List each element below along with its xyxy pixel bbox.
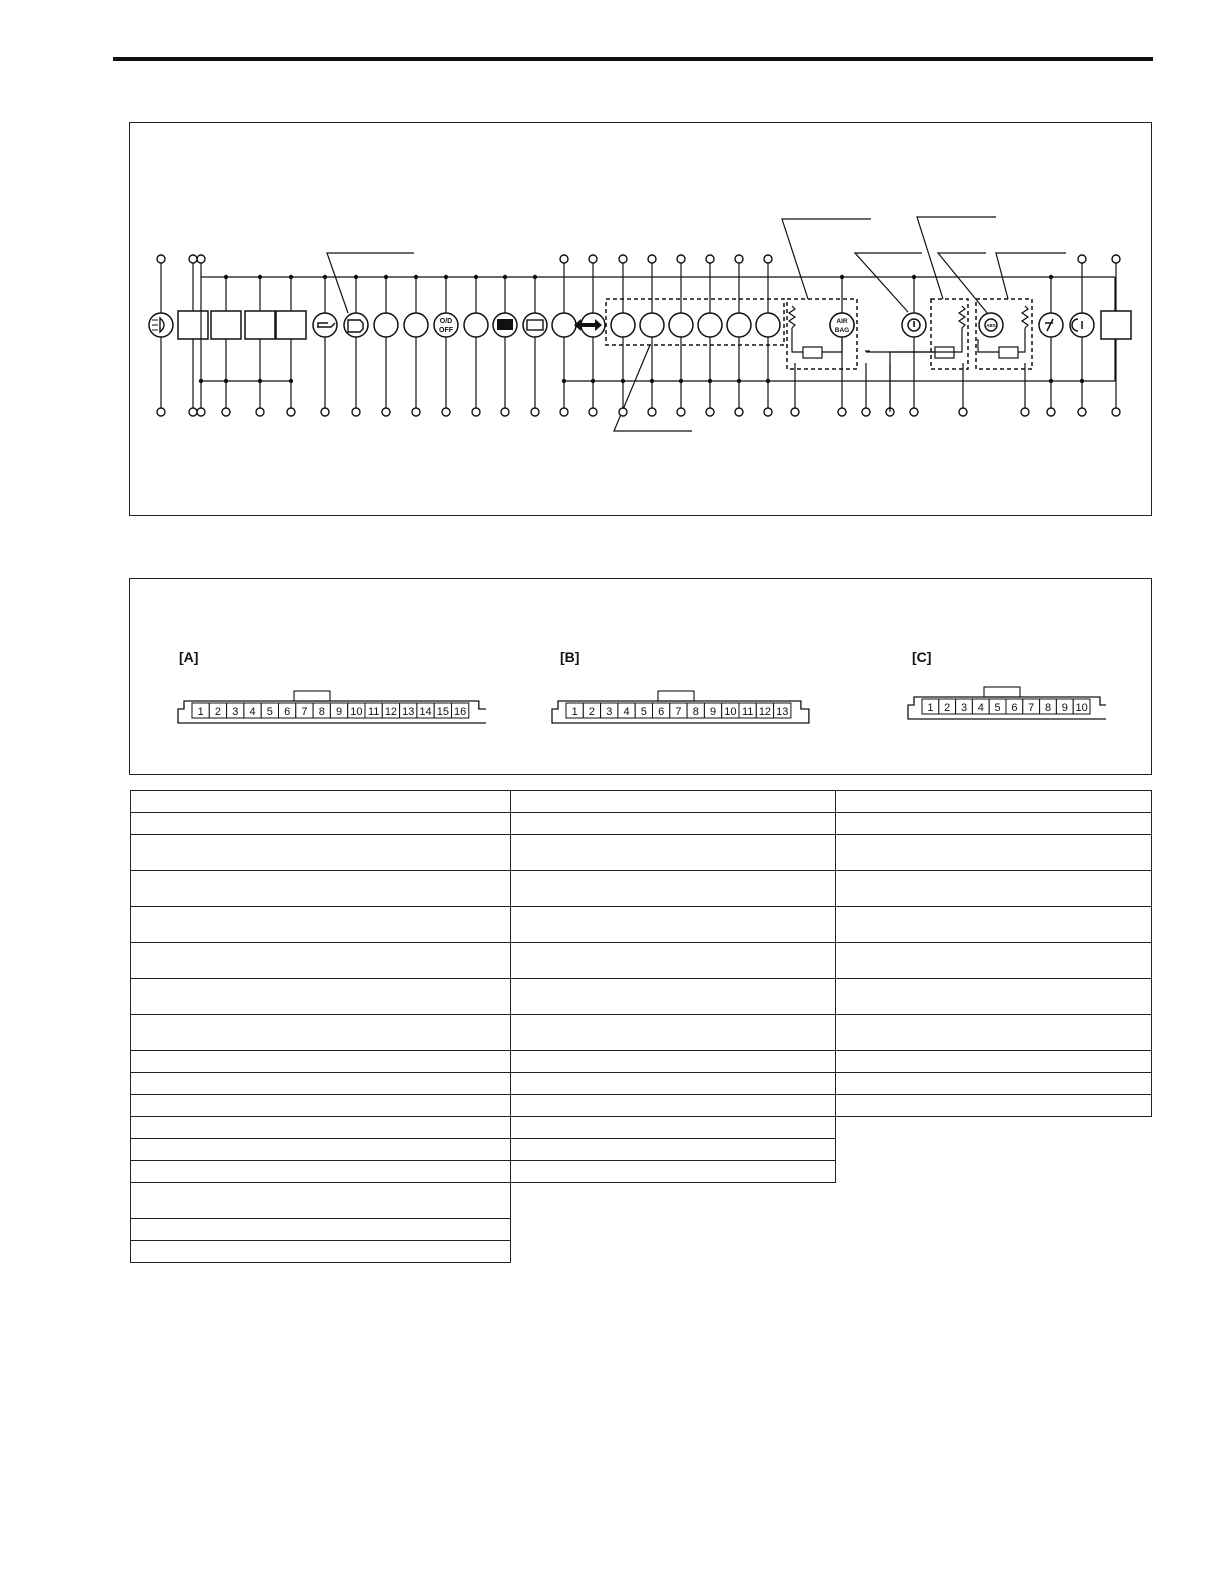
junction-low-18	[679, 379, 683, 383]
terminal-bottom-23	[910, 408, 918, 416]
table-row	[131, 813, 511, 835]
table-cell	[131, 1095, 511, 1117]
table-row	[511, 1117, 836, 1139]
table-cell	[836, 813, 1152, 835]
table-row	[511, 791, 836, 813]
indicator-lamp-8	[374, 313, 398, 337]
pin-number: 9	[709, 706, 717, 718]
table-cell	[131, 1241, 511, 1263]
terminal-bottom-2	[197, 408, 205, 416]
junction-low-15	[591, 379, 595, 383]
connector-b-label: [B]	[560, 649, 580, 665]
airbag-text-line2: BAG	[834, 327, 850, 334]
table-row	[131, 1073, 511, 1095]
extra-terminal-0	[791, 408, 799, 416]
table-cell	[836, 835, 1152, 871]
terminal-bottom-17	[648, 408, 656, 416]
table-cell	[836, 1051, 1152, 1073]
terminal-bottom-12	[501, 408, 509, 416]
terminal-bottom-25	[1078, 408, 1086, 416]
table-row	[836, 871, 1152, 907]
od-off-text-line1: O/D	[439, 318, 453, 325]
junction-12	[503, 275, 507, 279]
junction-5	[289, 275, 293, 279]
table-row	[131, 943, 511, 979]
pin-number: 8	[1044, 702, 1052, 714]
table-cell	[131, 1117, 511, 1139]
terminal-bottom-13	[531, 408, 539, 416]
header-rule	[113, 57, 1153, 61]
table-row	[511, 1015, 836, 1051]
terminal-top-2	[197, 255, 205, 263]
terminal-top-20	[735, 255, 743, 263]
table-cell	[511, 1161, 836, 1183]
table-cell	[511, 907, 836, 943]
conn-b-svg-latch	[658, 691, 694, 701]
terminal-bottom-9	[412, 408, 420, 416]
abs-module-box	[999, 347, 1018, 358]
table-cell	[131, 813, 511, 835]
table-row	[131, 907, 511, 943]
pin-number: 12	[758, 706, 772, 718]
pin-number: 3	[606, 706, 613, 718]
table-cell	[511, 1015, 836, 1051]
junction-low-24	[1049, 379, 1053, 383]
gauge-box-1	[178, 311, 208, 339]
junction-low-3	[224, 379, 228, 383]
pin-number: 10	[724, 706, 737, 718]
table-row	[131, 1117, 511, 1139]
pin-number: 10	[1075, 702, 1088, 714]
table-cell	[511, 979, 836, 1015]
table-row	[836, 907, 1152, 943]
gauge-box-5	[276, 311, 306, 339]
terminal-bottom-18	[677, 408, 685, 416]
junction-low-14	[562, 379, 566, 383]
table-row	[131, 1241, 511, 1263]
table-row	[511, 1161, 836, 1183]
terminal-bottom-5	[287, 408, 295, 416]
table-row	[836, 1015, 1152, 1051]
table-row	[836, 813, 1152, 835]
terminal-top-26	[1112, 255, 1120, 263]
table-cell	[511, 1051, 836, 1073]
pin-number: 5	[640, 706, 647, 718]
table-cell	[511, 943, 836, 979]
table-row	[511, 1073, 836, 1095]
pin-number: 9	[1061, 702, 1068, 714]
terminal-bottom-3	[222, 408, 230, 416]
table-row	[131, 871, 511, 907]
pin-number: 4	[249, 706, 256, 718]
pin-number: 2	[214, 706, 222, 718]
table-cell	[511, 871, 836, 907]
table-cell	[511, 1139, 836, 1161]
pin-number: 7	[1028, 702, 1035, 714]
terminal-bottom-15	[589, 408, 597, 416]
terminal-bottom-20	[735, 408, 743, 416]
table-row	[511, 835, 836, 871]
terminal-bottom-24	[1047, 408, 1055, 416]
indicator-lamp-16	[611, 313, 635, 337]
junction-low-17	[650, 379, 654, 383]
table-cell	[131, 943, 511, 979]
table-row	[836, 1051, 1152, 1073]
table-cell	[131, 979, 511, 1015]
conn-c-svg-latch	[984, 687, 1020, 697]
connector-c-label: [C]	[912, 649, 932, 665]
table-cell	[836, 907, 1152, 943]
junction-7	[354, 275, 358, 279]
junction-low-4	[258, 379, 262, 383]
terminal-bottom-11	[472, 408, 480, 416]
table-cell	[131, 1161, 511, 1183]
pin-number: 9	[335, 706, 343, 718]
pin-number: 15	[436, 706, 449, 718]
terminal-top-17	[648, 255, 656, 263]
table-row	[131, 1183, 511, 1219]
pin-number: 13	[402, 706, 415, 718]
junction-3	[224, 275, 228, 279]
connector-c	[906, 679, 1106, 723]
table-row	[511, 871, 836, 907]
terminal-table-col-3	[835, 790, 1152, 1117]
indicator-lamp-18	[669, 313, 693, 337]
table-cell	[836, 943, 1152, 979]
junction-low-21	[766, 379, 770, 383]
table-cell	[836, 1095, 1152, 1117]
table-cell	[511, 1073, 836, 1095]
indicator-lamp-20	[727, 313, 751, 337]
pin-number: 12	[384, 706, 398, 718]
indicator-lamp-14	[552, 313, 576, 337]
pin-number: 4	[623, 706, 630, 718]
table-cell	[131, 1219, 511, 1241]
table-row	[131, 791, 511, 813]
pin-number: 4	[977, 702, 984, 714]
extra-terminal-1	[862, 408, 870, 416]
pin-number: 6	[658, 706, 665, 718]
terminal-bottom-1	[189, 408, 197, 416]
pin-number: 6	[284, 706, 291, 718]
pin-number: 5	[266, 706, 273, 718]
terminal-bottom-8	[382, 408, 390, 416]
terminal-bottom-21	[764, 408, 772, 416]
airbag-text-line1: AIR	[836, 318, 848, 325]
junction-low-19	[708, 379, 712, 383]
terminal-bottom-26	[1112, 408, 1120, 416]
table-row	[511, 979, 836, 1015]
junction-13	[533, 275, 537, 279]
gauge-box-4	[245, 311, 275, 339]
terminal-bottom-6	[321, 408, 329, 416]
pin-number: 2	[944, 702, 951, 714]
table-cell	[131, 835, 511, 871]
terminal-top-21	[764, 255, 772, 263]
table-row	[131, 1051, 511, 1073]
pin-number: 14	[419, 706, 432, 718]
terminal-bottom-14	[560, 408, 568, 416]
terminal-top-19	[706, 255, 714, 263]
table-row	[131, 1139, 511, 1161]
gauge-box-26	[1101, 311, 1131, 339]
connector-a	[176, 683, 486, 729]
table-cell	[511, 1095, 836, 1117]
table-cell	[511, 813, 836, 835]
table-cell	[836, 791, 1152, 813]
pin-number: 16	[454, 706, 467, 718]
terminal-bottom-19	[706, 408, 714, 416]
indicator-lamp-11	[464, 313, 488, 337]
od-off-text-line2: OFF	[439, 327, 453, 334]
terminal-bottom-10	[442, 408, 450, 416]
pin-number: 3	[232, 706, 239, 718]
conn-a-svg-latch	[294, 691, 330, 701]
table-row	[511, 907, 836, 943]
table-cell	[836, 979, 1152, 1015]
pin-number: 13	[776, 706, 789, 718]
table-row	[836, 1095, 1152, 1117]
table-row	[836, 1073, 1152, 1095]
circuit-diagram	[130, 123, 1153, 517]
table-row	[836, 835, 1152, 871]
terminal-bottom-0	[157, 408, 165, 416]
junction-8	[384, 275, 388, 279]
table-cell	[511, 791, 836, 813]
terminal-top-1	[189, 255, 197, 263]
terminal-top-16	[619, 255, 627, 263]
pin-number: 3	[960, 702, 968, 714]
terminal-top-14	[560, 255, 568, 263]
junction-23	[912, 275, 916, 279]
pin-number: 6	[1011, 702, 1018, 714]
pin-number: 8	[318, 706, 325, 718]
circuit-elements	[149, 255, 1131, 416]
table-row	[511, 943, 836, 979]
junction-9	[414, 275, 418, 279]
table-row	[131, 1015, 511, 1051]
table-cell	[131, 1139, 511, 1161]
table-row	[511, 1051, 836, 1073]
junction-6	[323, 275, 327, 279]
indicator-lamp-24	[1039, 313, 1063, 337]
connector-b	[550, 683, 810, 729]
terminal-top-25	[1078, 255, 1086, 263]
indicator-lamp-17	[640, 313, 664, 337]
circuit-diagram-panel	[129, 122, 1152, 516]
junction-low-16	[621, 379, 625, 383]
junction-10	[444, 275, 448, 279]
terminal-table-col-2	[510, 790, 836, 1183]
pin-number: 5	[994, 702, 1001, 714]
table-cell	[131, 907, 511, 943]
abs-text: ABS	[986, 323, 996, 328]
pin-number: 8	[692, 706, 699, 718]
pin-number: 7	[675, 706, 682, 718]
terminal-top-15	[589, 255, 597, 263]
table-cell	[836, 1015, 1152, 1051]
junction-11	[474, 275, 478, 279]
terminal-table-col-1	[130, 790, 511, 1263]
table-row	[511, 1139, 836, 1161]
table-row	[836, 979, 1152, 1015]
table-cell	[836, 871, 1152, 907]
junction-low-25	[1080, 379, 1084, 383]
terminal-top-0	[157, 255, 165, 263]
table-cell	[131, 1183, 511, 1219]
pin-number: 1	[571, 706, 578, 718]
table-row	[131, 1219, 511, 1241]
junction-22	[840, 275, 844, 279]
indicator-lamp-19	[698, 313, 722, 337]
junction-4	[258, 275, 262, 279]
table-row	[131, 979, 511, 1015]
table-cell	[836, 1073, 1152, 1095]
terminal-bottom-4	[256, 408, 264, 416]
table-cell	[511, 835, 836, 871]
pin-number: 2	[588, 706, 596, 718]
table-row	[836, 943, 1152, 979]
extra-terminal-3	[959, 408, 967, 416]
junction-low-2	[199, 379, 203, 383]
indicator-lamp-9	[404, 313, 428, 337]
table-cell	[511, 1117, 836, 1139]
table-cell	[131, 1073, 511, 1095]
indicator-lamp-21	[756, 313, 780, 337]
table-cell	[131, 1015, 511, 1051]
terminal-bottom-22	[838, 408, 846, 416]
pin-number: 11	[741, 706, 754, 718]
pin-number: 1	[927, 702, 934, 714]
terminal-bottom-7	[352, 408, 360, 416]
table-cell	[131, 791, 511, 813]
door-icon	[497, 319, 513, 330]
junction-24	[1049, 275, 1053, 279]
table-row	[131, 835, 511, 871]
terminal-bottom-16	[619, 408, 627, 416]
gauge-box-3	[211, 311, 241, 339]
pin-number: 1	[197, 706, 204, 718]
junction-low-20	[737, 379, 741, 383]
table-cell	[131, 871, 511, 907]
connector-a-label: [A]	[179, 649, 199, 665]
pin-number: 10	[350, 706, 363, 718]
extra-terminal-4	[1021, 408, 1029, 416]
pin-number: 7	[301, 706, 308, 718]
airbag-module-box	[803, 347, 822, 358]
connector-panel	[129, 578, 1152, 775]
terminal-top-18	[677, 255, 685, 263]
table-row	[131, 1161, 511, 1183]
table-row	[131, 1095, 511, 1117]
table-cell	[131, 1051, 511, 1073]
junction-low-5	[289, 379, 293, 383]
table-row	[511, 1095, 836, 1117]
table-row	[511, 813, 836, 835]
pin-number: 11	[367, 706, 380, 718]
table-row	[836, 791, 1152, 813]
